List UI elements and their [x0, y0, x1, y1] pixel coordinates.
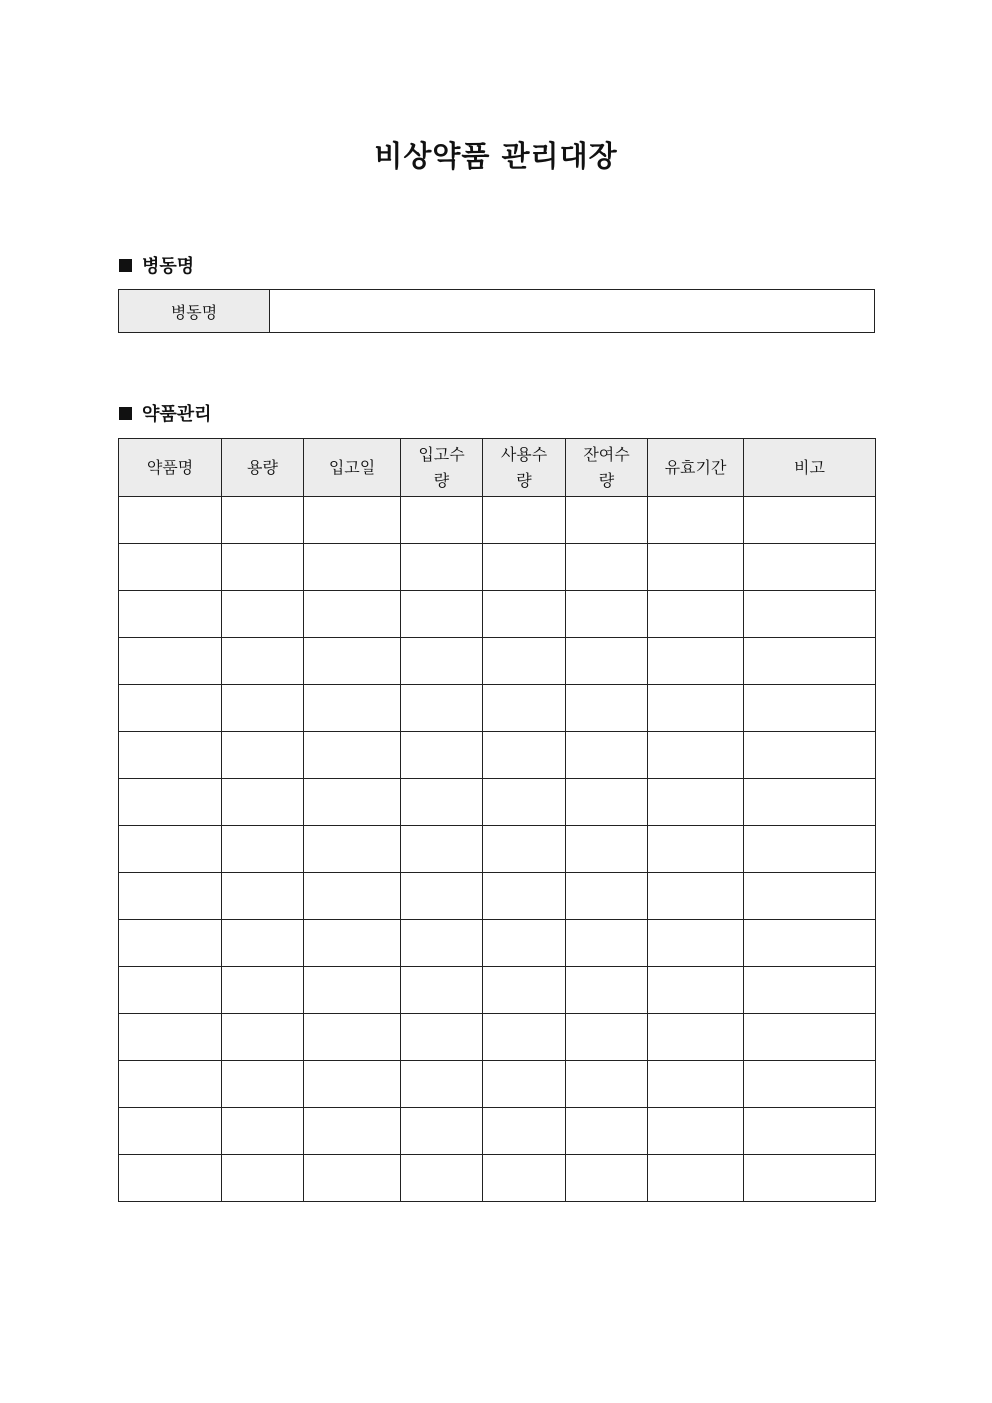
table-cell[interactable]: [304, 873, 401, 920]
table-cell[interactable]: [648, 638, 744, 685]
table-cell[interactable]: [648, 591, 744, 638]
table-cell[interactable]: [222, 826, 304, 873]
table-cell[interactable]: [119, 1061, 222, 1108]
column-header-dose: 용량: [222, 439, 304, 497]
table-cell[interactable]: [119, 873, 222, 920]
table-cell[interactable]: [401, 732, 483, 779]
table-cell[interactable]: [119, 497, 222, 544]
table-cell[interactable]: [401, 873, 483, 920]
table-cell[interactable]: [648, 497, 744, 544]
table-cell[interactable]: [304, 544, 401, 591]
table-cell[interactable]: [744, 1108, 876, 1155]
page-title: 비상약품 관리대장: [374, 139, 618, 173]
table-cell[interactable]: [648, 1155, 744, 1202]
table-cell[interactable]: [483, 1014, 566, 1061]
square-bullet-icon: [119, 407, 132, 420]
table-cell[interactable]: [744, 591, 876, 638]
table-cell[interactable]: [401, 779, 483, 826]
table-cell[interactable]: [483, 967, 566, 1014]
table-row: [119, 873, 876, 920]
table-cell[interactable]: [119, 591, 222, 638]
table-cell[interactable]: [566, 1061, 648, 1108]
table-cell[interactable]: [401, 1155, 483, 1202]
table-cell[interactable]: [119, 920, 222, 967]
table-cell[interactable]: [744, 873, 876, 920]
table-cell[interactable]: [648, 967, 744, 1014]
table-cell[interactable]: [304, 1014, 401, 1061]
table-cell[interactable]: [483, 1061, 566, 1108]
ward-row: [119, 290, 875, 333]
column-header-expiry: 유효기간: [648, 439, 744, 497]
table-cell[interactable]: [648, 826, 744, 873]
table-cell[interactable]: [119, 685, 222, 732]
table-row: [119, 1061, 876, 1108]
table-row: [119, 920, 876, 967]
ward-section-heading-text: 병동명: [142, 256, 195, 277]
table-cell[interactable]: [304, 779, 401, 826]
table-cell[interactable]: [648, 685, 744, 732]
table-cell[interactable]: [401, 920, 483, 967]
table-cell[interactable]: [119, 826, 222, 873]
table-row: [119, 685, 876, 732]
table-cell[interactable]: [401, 1108, 483, 1155]
table-cell[interactable]: [566, 1108, 648, 1155]
table-cell[interactable]: [304, 967, 401, 1014]
table-row: [119, 1108, 876, 1155]
table-cell[interactable]: [401, 591, 483, 638]
table-cell[interactable]: [744, 544, 876, 591]
drug-section-heading: [119, 400, 212, 426]
table-cell[interactable]: [401, 967, 483, 1014]
table-cell[interactable]: [222, 1155, 304, 1202]
table-cell[interactable]: [119, 1155, 222, 1202]
table-cell[interactable]: [483, 685, 566, 732]
ward-table: [118, 289, 875, 333]
column-header-remaining-qty: 잔여수 량: [566, 439, 648, 497]
table-cell[interactable]: [744, 920, 876, 967]
table-row: [119, 1155, 876, 1202]
table-cell[interactable]: [119, 1108, 222, 1155]
table-cell[interactable]: [566, 638, 648, 685]
table-cell[interactable]: [744, 497, 876, 544]
table-cell[interactable]: [566, 920, 648, 967]
table-cell[interactable]: [119, 732, 222, 779]
table-row: [119, 497, 876, 544]
table-cell[interactable]: [744, 638, 876, 685]
drug-section-heading-text: 약품관리: [142, 404, 212, 425]
table-row: [119, 1014, 876, 1061]
ward-value-cell[interactable]: [270, 290, 875, 333]
table-cell[interactable]: [648, 1014, 744, 1061]
table-row: [119, 638, 876, 685]
table-cell[interactable]: [119, 779, 222, 826]
table-cell[interactable]: [483, 638, 566, 685]
table-cell[interactable]: [119, 638, 222, 685]
table-cell[interactable]: [304, 920, 401, 967]
table-cell[interactable]: [744, 1014, 876, 1061]
table-cell[interactable]: [304, 591, 401, 638]
table-cell[interactable]: [304, 638, 401, 685]
table-cell[interactable]: [566, 873, 648, 920]
table-cell[interactable]: [483, 873, 566, 920]
table-cell[interactable]: [304, 732, 401, 779]
table-cell[interactable]: [401, 685, 483, 732]
table-cell[interactable]: [401, 1061, 483, 1108]
table-cell[interactable]: [222, 920, 304, 967]
table-cell[interactable]: [566, 544, 648, 591]
table-cell[interactable]: [744, 779, 876, 826]
table-cell[interactable]: [222, 1014, 304, 1061]
ward-section-heading: [119, 252, 194, 278]
drug-table-header-row: [119, 439, 876, 497]
table-cell[interactable]: [222, 873, 304, 920]
table-cell[interactable]: [744, 685, 876, 732]
ward-label-cell: 병동명: [119, 290, 270, 333]
table-cell[interactable]: [648, 1061, 744, 1108]
table-cell[interactable]: [222, 638, 304, 685]
table-cell[interactable]: [401, 497, 483, 544]
table-cell[interactable]: [222, 967, 304, 1014]
column-header-received-date: 입고일: [304, 439, 401, 497]
table-row: [119, 967, 876, 1014]
table-cell[interactable]: [566, 591, 648, 638]
table-cell[interactable]: [483, 920, 566, 967]
table-cell[interactable]: [483, 544, 566, 591]
column-header-received-qty: 입고수 량: [401, 439, 483, 497]
column-header-drug-name: 약품명: [119, 439, 222, 497]
table-cell[interactable]: [648, 873, 744, 920]
square-bullet-icon: [119, 259, 132, 272]
table-cell[interactable]: [648, 920, 744, 967]
table-cell[interactable]: [648, 1108, 744, 1155]
table-cell[interactable]: [566, 732, 648, 779]
table-cell[interactable]: [401, 544, 483, 591]
table-cell[interactable]: [222, 497, 304, 544]
table-row: [119, 779, 876, 826]
table-cell[interactable]: [304, 1061, 401, 1108]
table-row: [119, 591, 876, 638]
table-cell[interactable]: [566, 967, 648, 1014]
table-cell[interactable]: [483, 826, 566, 873]
table-cell[interactable]: [648, 779, 744, 826]
table-cell[interactable]: [648, 544, 744, 591]
table-cell[interactable]: [744, 967, 876, 1014]
table-cell[interactable]: [222, 685, 304, 732]
table-cell[interactable]: [304, 685, 401, 732]
table-cell[interactable]: [483, 779, 566, 826]
table-cell[interactable]: [304, 1108, 401, 1155]
table-cell[interactable]: [222, 544, 304, 591]
table-cell[interactable]: [401, 638, 483, 685]
table-cell[interactable]: [222, 591, 304, 638]
table-cell[interactable]: [744, 826, 876, 873]
table-row: [119, 732, 876, 779]
table-cell[interactable]: [119, 544, 222, 591]
table-cell[interactable]: [744, 732, 876, 779]
table-cell[interactable]: [566, 779, 648, 826]
table-cell[interactable]: [483, 1155, 566, 1202]
table-cell[interactable]: [119, 967, 222, 1014]
drug-table: [118, 438, 876, 1202]
column-header-remarks: 비고: [744, 439, 876, 497]
column-header-used-qty: 사용수 량: [483, 439, 566, 497]
table-cell[interactable]: [566, 826, 648, 873]
drug-table-body: [119, 497, 876, 1202]
table-cell[interactable]: [566, 1014, 648, 1061]
table-cell[interactable]: [222, 1061, 304, 1108]
table-cell[interactable]: [648, 732, 744, 779]
table-cell[interactable]: [222, 732, 304, 779]
table-cell[interactable]: [222, 779, 304, 826]
table-cell[interactable]: [744, 1155, 876, 1202]
table-cell[interactable]: [222, 1108, 304, 1155]
table-cell[interactable]: [566, 497, 648, 544]
table-cell[interactable]: [304, 826, 401, 873]
table-cell[interactable]: [304, 497, 401, 544]
table-cell[interactable]: [483, 1108, 566, 1155]
table-cell[interactable]: [119, 1014, 222, 1061]
table-cell[interactable]: [401, 826, 483, 873]
table-row: [119, 826, 876, 873]
table-cell[interactable]: [744, 1061, 876, 1108]
table-cell[interactable]: [483, 732, 566, 779]
table-cell[interactable]: [483, 497, 566, 544]
table-row: [119, 544, 876, 591]
table-cell[interactable]: [304, 1155, 401, 1202]
table-cell[interactable]: [401, 1014, 483, 1061]
table-cell[interactable]: [483, 591, 566, 638]
table-cell[interactable]: [566, 1155, 648, 1202]
table-cell[interactable]: [566, 685, 648, 732]
